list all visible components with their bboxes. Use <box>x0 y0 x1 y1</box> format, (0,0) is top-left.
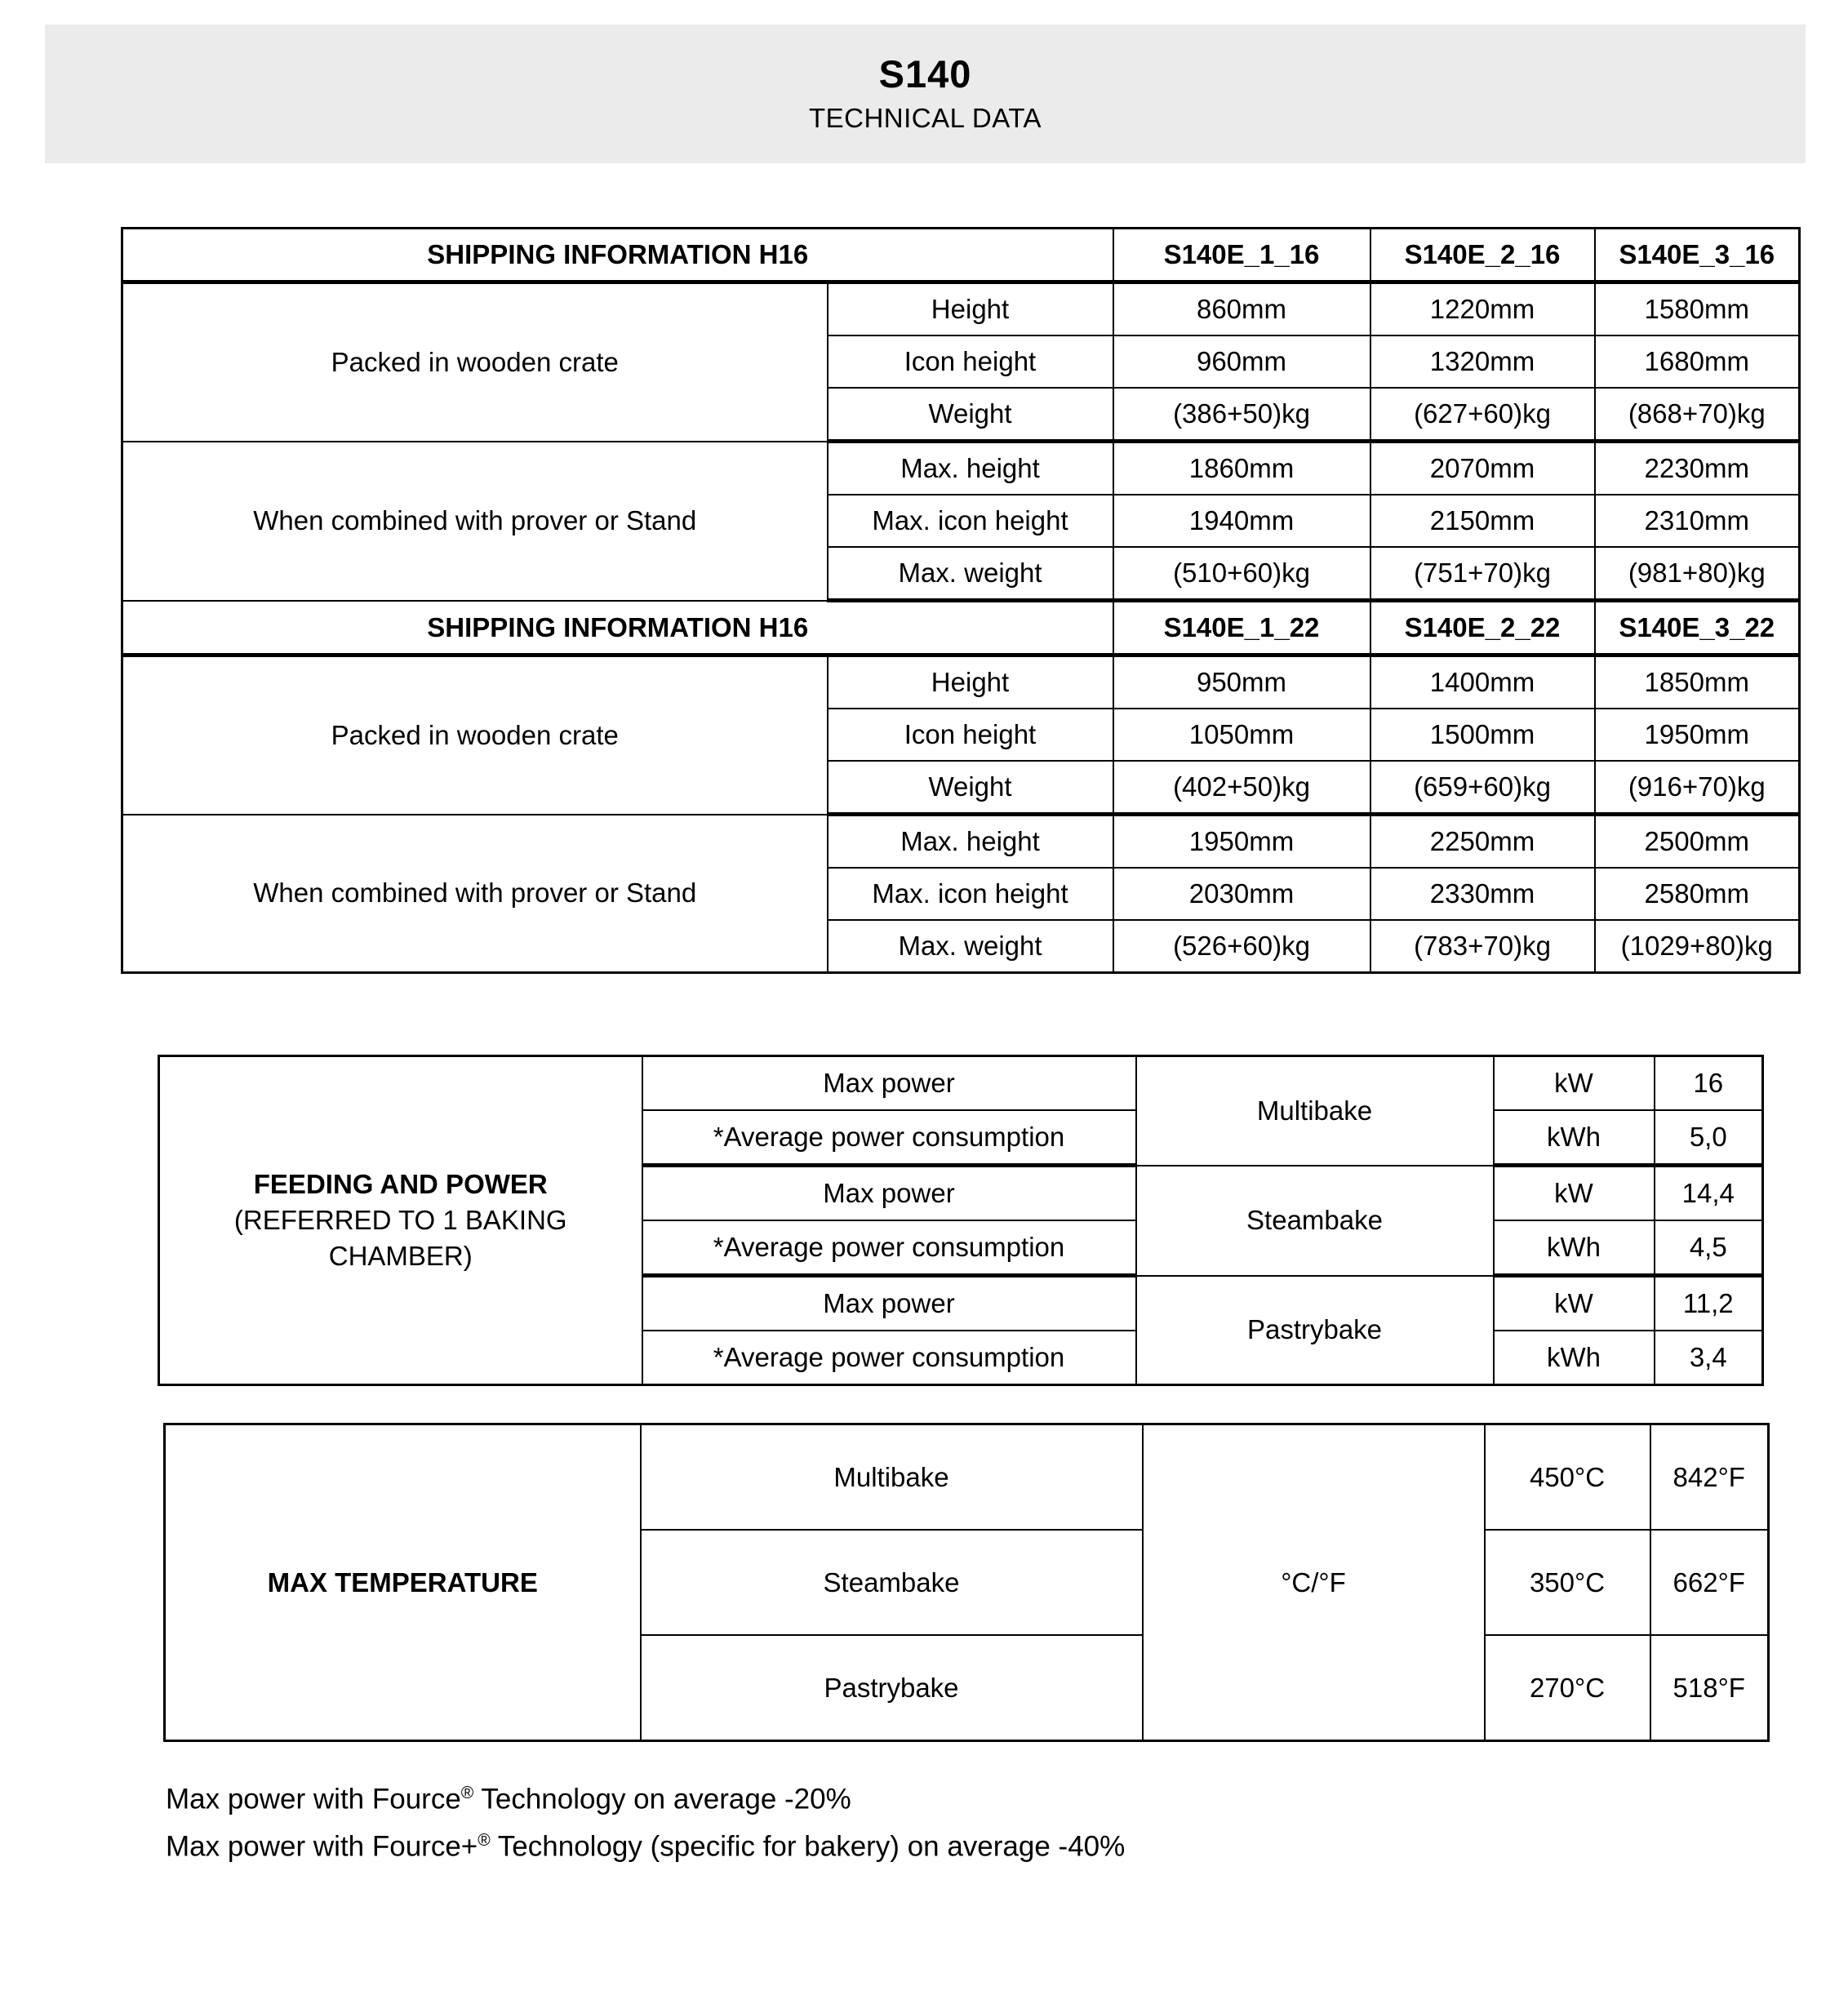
table-row <box>122 655 1800 709</box>
page-title: S140 <box>878 52 972 96</box>
value-cell: 1580mm <box>1595 282 1800 336</box>
attribute-label: Max. weight <box>828 547 1113 601</box>
power-attribute-label: *Average power consumption <box>642 1331 1136 1385</box>
attribute-label: Max. icon height <box>828 868 1113 920</box>
value-cell: 1850mm <box>1595 655 1800 709</box>
power-attribute-label: Max power <box>642 1056 1136 1111</box>
note-text: Technology (specific for bakery) on average -40% <box>490 1830 1126 1863</box>
value-cell: 1940mm <box>1113 495 1370 547</box>
value-cell: 1500mm <box>1370 709 1595 761</box>
value-cell: 3,4 <box>1655 1331 1763 1385</box>
column-header-model: S140E_2_16 <box>1370 229 1595 282</box>
value-cell: 5,0 <box>1655 1110 1763 1166</box>
attribute-label: Icon height <box>828 336 1113 388</box>
section-header-label: SHIPPING INFORMATION H16 <box>122 601 1113 655</box>
table-row <box>159 1056 1763 1111</box>
attribute-label: Height <box>828 655 1113 709</box>
value-cell: 1320mm <box>1370 336 1595 388</box>
note-line <box>166 1773 1125 1820</box>
group-label: When combined with prover or Stand <box>122 815 828 973</box>
fahrenheit-value: 842°F <box>1650 1424 1769 1531</box>
note-text: Max power with Fource <box>166 1783 461 1815</box>
celsius-value: 450°C <box>1485 1424 1650 1531</box>
group-label: Packed in wooden crate <box>122 655 828 815</box>
value-cell: (659+60)kg <box>1370 761 1595 815</box>
value-cell: 2150mm <box>1370 495 1595 547</box>
unit-cell: kWh <box>1494 1220 1655 1276</box>
value-cell: (510+60)kg <box>1113 547 1370 601</box>
value-cell: 1950mm <box>1595 709 1800 761</box>
attribute-label: Max. icon height <box>828 495 1113 547</box>
unit-cell: kW <box>1494 1276 1655 1331</box>
value-cell: 1400mm <box>1370 655 1595 709</box>
value-cell: (916+70)kg <box>1595 761 1800 815</box>
power-label-title: FEEDING AND POWER <box>253 1169 548 1199</box>
registered-trademark-symbol: ® <box>460 1784 474 1802</box>
value-cell: (783+70)kg <box>1370 920 1595 973</box>
feeding-power-table <box>158 1055 1764 1386</box>
value-cell: 2030mm <box>1113 868 1370 920</box>
value-cell: (981+80)kg <box>1595 547 1800 601</box>
attribute-label: Weight <box>828 761 1113 815</box>
value-cell: 14,4 <box>1655 1166 1763 1221</box>
value-cell: (627+60)kg <box>1370 388 1595 442</box>
value-cell: (868+70)kg <box>1595 388 1800 442</box>
table-row <box>122 442 1800 495</box>
column-header-model: S140E_2_22 <box>1370 601 1595 655</box>
note-text: Technology on average -20% <box>473 1783 851 1815</box>
value-cell: 2330mm <box>1370 868 1595 920</box>
value-cell: 2580mm <box>1595 868 1800 920</box>
table-row <box>122 229 1800 282</box>
column-header-model: S140E_3_16 <box>1595 229 1800 282</box>
value-cell: 2310mm <box>1595 495 1800 547</box>
bake-mode-label: Multibake <box>641 1424 1143 1531</box>
power-attribute-label: Max power <box>642 1166 1136 1221</box>
value-cell: 11,2 <box>1655 1276 1763 1331</box>
attribute-label: Weight <box>828 388 1113 442</box>
value-cell: (751+70)kg <box>1370 547 1595 601</box>
value-cell: 1950mm <box>1113 815 1370 869</box>
column-header-model: S140E_3_22 <box>1595 601 1800 655</box>
column-header-model: S140E_1_22 <box>1113 601 1370 655</box>
attribute-label: Icon height <box>828 709 1113 761</box>
table-row <box>122 815 1800 869</box>
value-cell: (1029+80)kg <box>1595 920 1800 973</box>
table-row <box>122 601 1800 655</box>
attribute-label: Max. height <box>828 815 1113 869</box>
unit-cell: kWh <box>1494 1110 1655 1166</box>
bake-mode-label: Steambake <box>1136 1166 1494 1276</box>
value-cell: 4,5 <box>1655 1220 1763 1276</box>
note-line <box>166 1820 1125 1868</box>
power-attribute-label: *Average power consumption <box>642 1220 1136 1276</box>
bake-mode-label: Pastrybake <box>1136 1276 1494 1385</box>
value-cell: 16 <box>1655 1056 1763 1111</box>
table-row <box>165 1424 1769 1531</box>
unit-cell: kW <box>1494 1056 1655 1111</box>
temperature-table-label: MAX TEMPERATURE <box>165 1424 641 1741</box>
value-cell: (402+50)kg <box>1113 761 1370 815</box>
bake-mode-label: Multibake <box>1136 1056 1494 1166</box>
value-cell: 2230mm <box>1595 442 1800 495</box>
value-cell: 2500mm <box>1595 815 1800 869</box>
value-cell: 1680mm <box>1595 336 1800 388</box>
value-cell: 960mm <box>1113 336 1370 388</box>
unit-cell: kW <box>1494 1166 1655 1221</box>
note-text: Max power with Fource+ <box>166 1830 478 1863</box>
group-label: When combined with prover or Stand <box>122 442 828 601</box>
shipping-table <box>121 227 1801 974</box>
attribute-label: Max. height <box>828 442 1113 495</box>
value-cell: 1220mm <box>1370 282 1595 336</box>
power-attribute-label: Max power <box>642 1276 1136 1331</box>
bake-mode-label: Pastrybake <box>641 1635 1143 1741</box>
column-header-model: S140E_1_16 <box>1113 229 1370 282</box>
attribute-label: Max. weight <box>828 920 1113 973</box>
page-subtitle: TECHNICAL DATA <box>808 103 1042 133</box>
footnotes <box>166 1773 1125 1867</box>
section-header-label: SHIPPING INFORMATION H16 <box>122 229 1113 282</box>
value-cell: 860mm <box>1113 282 1370 336</box>
registered-trademark-symbol: ® <box>478 1830 491 1850</box>
celsius-value: 350°C <box>1485 1530 1650 1635</box>
unit-cell: °C/°F <box>1143 1424 1485 1741</box>
fahrenheit-value: 662°F <box>1650 1530 1769 1635</box>
fahrenheit-value: 518°F <box>1650 1635 1769 1741</box>
value-cell: 1860mm <box>1113 442 1370 495</box>
value-cell: 950mm <box>1113 655 1370 709</box>
max-temperature-table <box>163 1423 1770 1742</box>
celsius-value: 270°C <box>1485 1635 1650 1741</box>
header-band <box>45 24 1806 163</box>
power-table-label <box>159 1056 642 1385</box>
value-cell: (526+60)kg <box>1113 920 1370 973</box>
table-row <box>122 282 1800 336</box>
value-cell: 1050mm <box>1113 709 1370 761</box>
bake-mode-label: Steambake <box>641 1530 1143 1635</box>
value-cell: 2070mm <box>1370 442 1595 495</box>
attribute-label: Height <box>828 282 1113 336</box>
unit-cell: kWh <box>1494 1331 1655 1385</box>
value-cell: (386+50)kg <box>1113 388 1370 442</box>
value-cell: 2250mm <box>1370 815 1595 869</box>
group-label: Packed in wooden crate <box>122 282 828 442</box>
power-attribute-label: *Average power consumption <box>642 1110 1136 1166</box>
power-label-subtitle: (REFERRED TO 1 BAKING CHAMBER) <box>233 1205 567 1271</box>
